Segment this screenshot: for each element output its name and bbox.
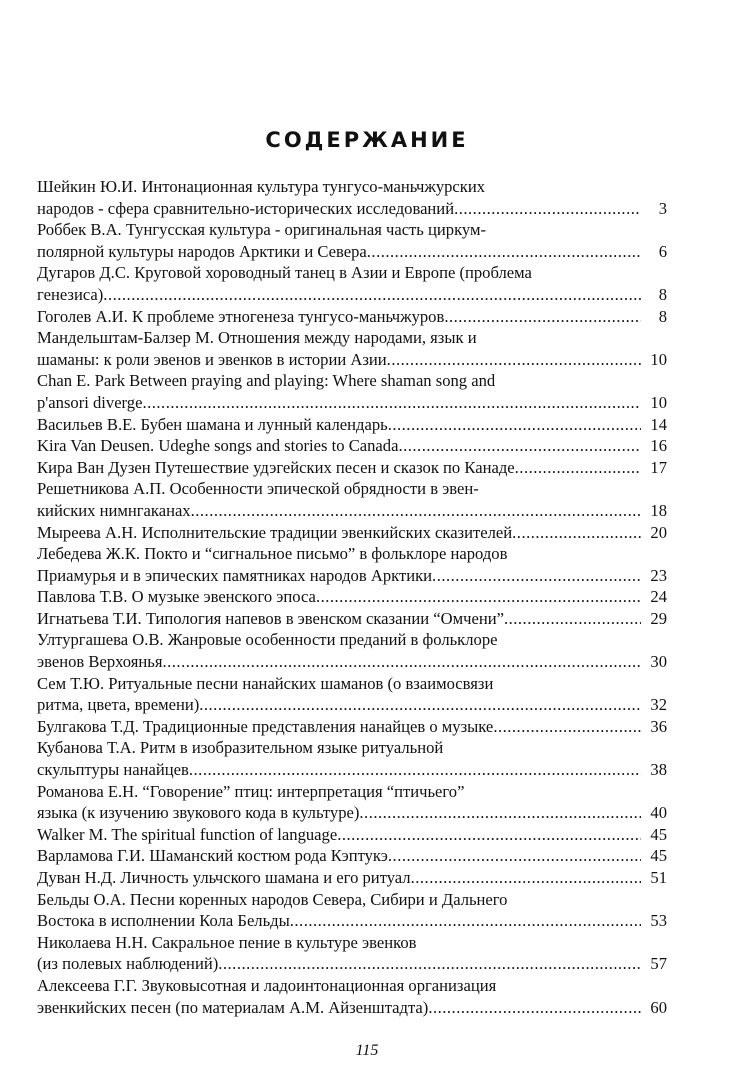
- toc-entry-text: эвенкийских песен (по материалам А.М. Айзенштадта): [37, 997, 429, 1017]
- dot-leader: [316, 586, 641, 608]
- dot-leader: [515, 457, 641, 479]
- toc-entry-final-line: [37, 565, 667, 587]
- toc-entry-page: 51: [650, 868, 667, 887]
- toc-entry-line: Лебедева Ж.К. Покто и “сигнальное письмо” в фольклоре народов: [37, 544, 508, 564]
- dot-leader: [454, 198, 641, 220]
- toc-entry-line: Роббек В.А. Тунгусская культура - оригинальная часть циркум-: [37, 220, 487, 240]
- dot-leader: [103, 284, 641, 306]
- table-of-contents: [37, 176, 667, 1018]
- toc-entry: [37, 586, 667, 608]
- toc-entry-page: 17: [650, 457, 667, 477]
- toc-entry-final-line: [37, 716, 667, 738]
- dot-leader: [432, 565, 641, 587]
- toc-entry-final-line: [37, 457, 667, 479]
- toc-entry-page: 40: [650, 803, 667, 823]
- toc-entry-line: Дугаров Д.С. Круговой хороводный танец в Азии и Европе (проблема: [37, 263, 532, 283]
- dot-leader: [189, 759, 641, 781]
- toc-entry-page: 36: [650, 716, 667, 736]
- toc-entry-text: Гоголев А.И. К проблеме этногенеза тунгусо-маньчжуров: [37, 306, 445, 326]
- toc-entry-final-line: [37, 802, 667, 824]
- toc-entry-text: Павлова Т.В. О музыке эвенского эпоса: [37, 587, 316, 607]
- toc-entry-final-line: [37, 349, 667, 371]
- toc-entry-page: 8: [658, 306, 667, 326]
- dot-leader: [367, 241, 641, 263]
- toc-entry-page: 45: [650, 846, 667, 866]
- dot-leader: [428, 997, 641, 1019]
- toc-entry-text: народов - сфера сравнительно-исторических исследований: [37, 198, 455, 218]
- toc-entry-text: языка (к изучению звукового кода в культуре): [37, 803, 360, 823]
- toc-entry-text: Кира Ван Дузен Путешествие удэгейских песен и сказок по Канаде: [37, 457, 515, 477]
- toc-entry-final-line: [37, 414, 667, 436]
- toc-entry: [37, 889, 667, 932]
- toc-entry: [37, 457, 667, 479]
- dot-leader: [387, 349, 641, 371]
- toc-entry-page: 16: [650, 436, 667, 456]
- toc-entry-page: 45: [650, 824, 667, 844]
- toc-entry-page: 53: [650, 911, 667, 931]
- dot-leader: [199, 694, 641, 716]
- toc-entry-page: 8: [658, 284, 667, 304]
- toc-entry-final-line: [37, 824, 667, 846]
- toc-entry-final-line: [37, 198, 667, 220]
- toc-entry-text: Kira Van Deusen. Udeghe songs and stories to Canada: [37, 436, 399, 456]
- dot-leader: [162, 651, 641, 673]
- toc-entry-final-line: [37, 953, 667, 975]
- toc-entry: [37, 176, 667, 219]
- toc-entry-page: 30: [650, 652, 667, 672]
- toc-entry-text: Востока в исполнении Кола Бельды: [37, 911, 290, 931]
- dot-leader: [337, 824, 641, 846]
- toc-entry: [37, 543, 667, 586]
- toc-entry-text: Варламова Г.И. Шаманский костюм рода Кэптукэ: [37, 846, 388, 866]
- toc-entry-text: p'ansori diverge: [37, 392, 143, 412]
- toc-entry: [37, 975, 667, 1018]
- toc-entry-text: ритма, цвета, времени): [37, 695, 200, 715]
- toc-entry-text: скульптуры нанайцев: [37, 760, 189, 780]
- toc-entry-text: Булгакова Т.Д. Традиционные представления нанайцев о музыке: [37, 716, 494, 736]
- toc-entry-page: 29: [650, 608, 667, 628]
- toc-entry-page: 6: [658, 241, 667, 261]
- toc-entry-line: Сем Т.Ю. Ритуальные песни нанайских шаманов (о взаимосвязи: [37, 673, 494, 693]
- toc-entry-page: 10: [650, 349, 667, 369]
- toc-entry-line: Шейкин Ю.И. Интонационная культура тунгусо-маньчжурских: [37, 177, 486, 196]
- toc-entry-line: Ултургашева О.В. Жанровые особенности преданий в фольклоре: [37, 630, 498, 650]
- toc-entry-final-line: [37, 651, 667, 673]
- toc-entry-final-line: [37, 910, 667, 932]
- toc-entry-final-line: [37, 522, 667, 544]
- toc-entry: [37, 435, 667, 457]
- toc-entry-page: 10: [650, 392, 667, 412]
- toc-entry-page: 32: [650, 695, 667, 715]
- toc-entry: [37, 327, 667, 370]
- toc-entry-final-line: [37, 867, 667, 889]
- dot-leader: [444, 306, 641, 328]
- toc-entry: [37, 306, 667, 328]
- toc-entry-text: Игнатьева Т.И. Типология напевов в эвенском сказании “Омчени”: [37, 608, 504, 628]
- toc-entry-final-line: [37, 694, 667, 716]
- toc-entry-final-line: [37, 500, 667, 522]
- toc-entry: [37, 737, 667, 780]
- toc-entry: [37, 932, 667, 975]
- dot-leader: [290, 910, 641, 932]
- toc-entry: [37, 781, 667, 824]
- toc-entry-line: Романова Е.Н. “Говорение” птиц: интерпретация “птичьего”: [37, 781, 465, 801]
- toc-entry: [37, 673, 667, 716]
- toc-entry-page: 38: [650, 760, 667, 780]
- toc-entry-line: Решетникова А.П. Особенности эпической обрядности в эвен-: [37, 479, 479, 499]
- toc-entry-text: шаманы: к роли эвенов и эвенков в истории Азии: [37, 349, 387, 369]
- dot-leader: [191, 500, 641, 522]
- toc-entry: [37, 478, 667, 521]
- toc-entry-final-line: [37, 241, 667, 263]
- toc-entry-final-line: [37, 759, 667, 781]
- dot-leader: [388, 414, 641, 436]
- toc-entry-line: Кубанова Т.А. Ритм в изобразительном языке ритуальной: [37, 738, 444, 758]
- dot-leader: [493, 716, 641, 738]
- toc-entry-text: кийских нимнгаканах: [37, 500, 191, 520]
- toc-entry-final-line: [37, 435, 667, 457]
- dot-leader: [411, 867, 641, 889]
- toc-entry: [37, 867, 667, 889]
- toc-entry-text: Дуван Н.Д. Личность ульчского шамана и его ритуал: [37, 868, 411, 887]
- toc-entry-line: Мандельштам-Балзер М. Отношения между народами, язык и: [37, 328, 477, 348]
- toc-entry-line: Николаева Н.Н. Сакральное пение в культуре эвенков: [37, 932, 417, 952]
- toc-entry-text: Walker M. The spiritual function of language: [37, 824, 338, 844]
- toc-entry-page: 14: [650, 414, 667, 434]
- toc-entry-text: генезиса): [37, 284, 104, 304]
- toc-entry-final-line: [37, 845, 667, 867]
- toc-entry-final-line: [37, 586, 667, 608]
- toc-entry-line: Бельды О.А. Песни коренных народов Севера, Сибири и Дальнего: [37, 889, 508, 909]
- toc-entry-final-line: [37, 392, 667, 414]
- toc-entry: [37, 370, 667, 413]
- dot-leader: [359, 802, 641, 824]
- page-title: СОДЕРЖАНИЕ: [265, 128, 469, 152]
- toc-entry-line: Chan E. Park Between praying and playing: Where shaman song and: [37, 371, 496, 391]
- toc-entry: [37, 845, 667, 867]
- toc-entry-line: Алексеева Г.Г. Звуковысотная и ладоинтонационная организация: [37, 975, 497, 995]
- toc-entry-final-line: [37, 608, 667, 630]
- toc-entry-text: Приамурья и в эпических памятниках народов Арктики: [37, 565, 433, 585]
- toc-entry-final-line: [37, 284, 667, 306]
- toc-entry-page: 57: [650, 954, 667, 974]
- toc-entry-text: Мыреева А.Н. Исполнительские традиции эвенкийских сказителей: [37, 522, 513, 542]
- toc-entry: [37, 716, 667, 738]
- toc-entry-page: 23: [650, 565, 667, 585]
- toc-entry-page: 3: [658, 198, 667, 218]
- toc-entry-text: (из полевых наблюдений): [37, 954, 219, 974]
- dot-leader: [512, 522, 641, 544]
- dot-leader: [388, 845, 641, 867]
- toc-entry-final-line: [37, 306, 667, 328]
- toc-entry: [37, 522, 667, 544]
- toc-entry-text: Васильев В.Е. Бубен шамана и лунный календарь: [37, 414, 388, 434]
- toc-entry: [37, 629, 667, 672]
- toc-entry-page: 60: [650, 997, 667, 1017]
- toc-entry: [37, 824, 667, 846]
- toc-entry-page: 20: [650, 522, 667, 542]
- toc-entry-page: 18: [650, 500, 667, 520]
- dot-leader: [398, 435, 641, 457]
- toc-entry: [37, 262, 667, 305]
- toc-entry: [37, 219, 667, 262]
- dot-leader: [142, 392, 641, 414]
- dot-leader: [218, 953, 641, 975]
- toc-entry-text: полярной культуры народов Арктики и Севера: [37, 241, 367, 261]
- toc-entry-page: 24: [650, 587, 667, 607]
- toc-entry-text: эвенов Верхоянья: [37, 652, 163, 672]
- toc-entry-final-line: [37, 997, 667, 1019]
- page-number: 115: [355, 1042, 379, 1059]
- toc-entry: [37, 414, 667, 436]
- dot-leader: [504, 608, 641, 630]
- toc-entry: [37, 608, 667, 630]
